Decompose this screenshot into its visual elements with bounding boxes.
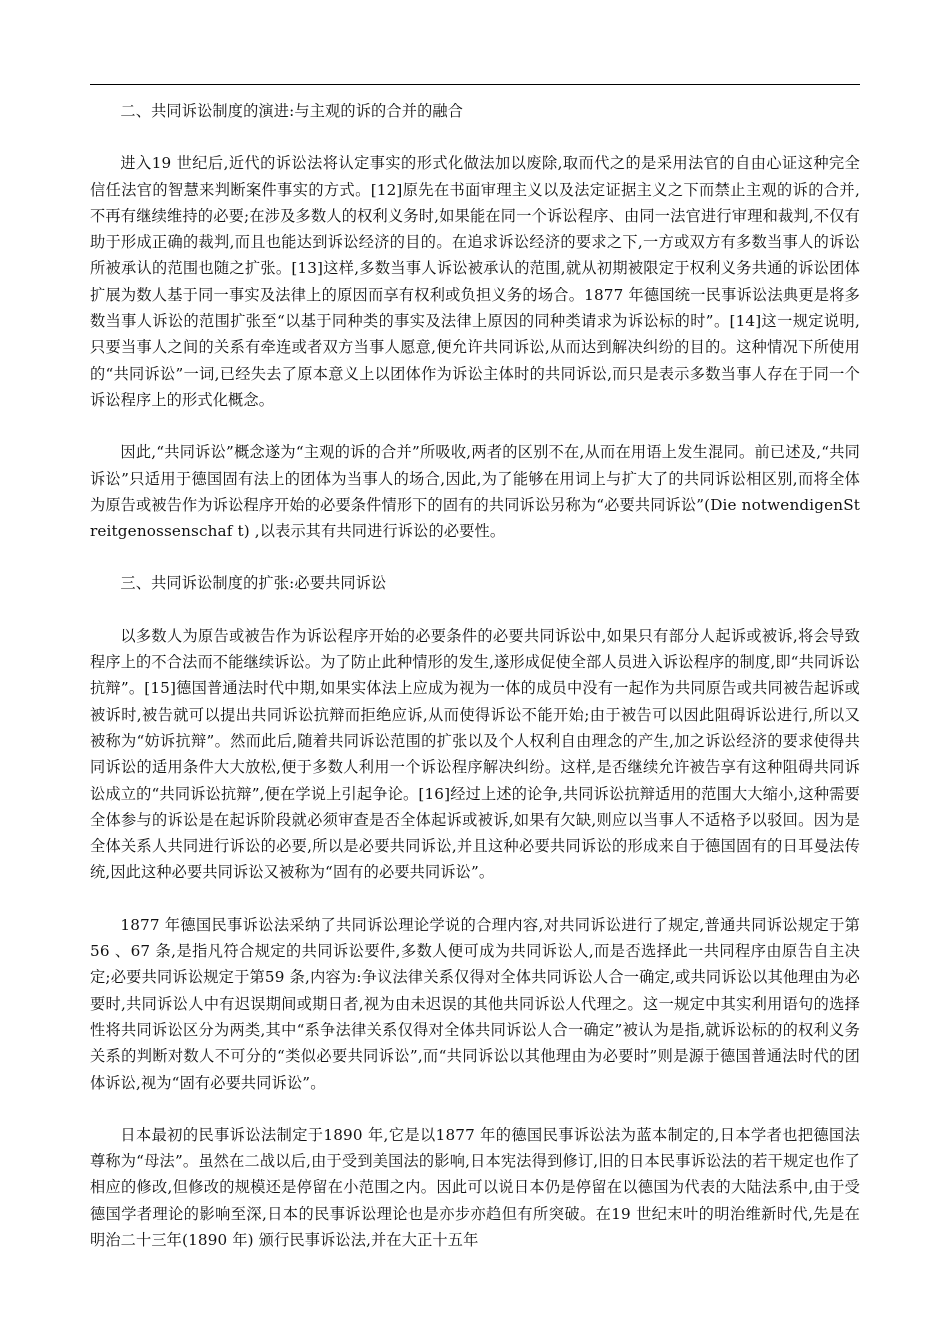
- section-heading-evolution: 二、共同诉讼制度的演进:与主观的诉的合并的融合: [120, 102, 464, 120]
- paragraph: 进入19 世纪后,近代的诉讼法将认定事实的形式化做法加以废除,取而代之的是采用法官的自由心证这种完全信任法官的智慧来判断案件事实的方式。[12]原先在书面审理主义以及法定证据主义之下而禁止主观的诉的合并,不再有继续维持的必要;在涉及多数人的权利义务时,如果能在同一个诉讼程序、由同一法官进行审理和裁判,不仅有助于形成正确的裁判,而且也能达到诉讼经济的目的。在追求诉讼经济的要求之下,一方或双方有多数当事人的诉讼所被承认的范围也随之扩张。[13]这样,多数当事人诉讼被承认的范围,就从初期被限定于权利义务共通的诉讼团体扩展为数人基于同一事实及法律上的原因而享有权利或负担义务的场合。1877 年德国统一民事诉讼法典更是将多数当事人诉讼的范围扩张至“以基于同种类的事实及法律上原因的同种类请求为诉讼标的时”。[14]这一规定说明,只要当事人之间的关系有牵连或者双方当事人愿意,便允许共同诉讼,从而达到解决纠纷的目的。这种情况下所使用的“共同诉讼”一词,已经失去了原本意义上以团体作为诉讼主体时的共同诉讼,而只是表示多数当事人存在于同一个诉讼程序上的形式化概念。: [90, 154, 860, 409]
- paragraph: 以多数人为原告或被告作为诉讼程序开始的必要条件的必要共同诉讼中,如果只有部分人起诉或被诉,将会导致程序上的不合法而不能继续诉讼。为了防止此种情形的发生,遂形成促使全部人员进入诉讼程序的制度,即“共同诉讼抗辩”。[15]德国普通法时代中期,如果实体法上应成为视为一体的成员中没有一起作为共同原告或共同被告起诉或被诉时,被告就可以提出共同诉讼抗辩而拒绝应诉,从而使得诉讼不能开始;由于被告可以因此阻碍诉讼进行,所以又被称为“妨诉抗辩”。然而此后,随着共同诉讼范围的扩张以及个人权利自由理念的产生,加之诉讼经济的要求使得共同诉讼的适用条件大大放松,便于多数人利用一个诉讼程序解决纠纷。这样,是否继续允许被告享有这种阻碍共同诉讼成立的“共同诉讼抗辩”,便在学说上引起争论。[16]经过上述的论争,共同诉讼抗辩适用的范围大大缩小,这种需要全体参与的诉讼是在起诉阶段就必须审查是否全体起诉或被诉,如果有欠缺,则应以当事人不适格予以驳回。因为是全体关系人共同进行诉讼的必要,所以是必要共同诉讼,并且这种必要共同诉讼的形成来自于德国固有的日耳曼法传统,因此这种必要共同诉讼又被称为“固有的必要共同诉讼”。: [90, 626, 860, 882]
- header-rule: [90, 84, 860, 85]
- section-heading-expansion: 三、共同诉讼制度的扩张:必要共同诉讼: [120, 574, 387, 593]
- paragraph: 日本最初的民事诉讼法制定于1890 年,它是以1877 年的德国民事诉讼法为蓝本制定的,日本学者也把德国法尊称为“母法”。虽然在二战以后,由于受到美国法的影响,日本宪法得到修订,旧的日本民事诉讼法的若干规定也作了相应的修改,但修改的规模还是停留在小范围之内。因此可以说日本仍是停留在以德国为代表的大陆法系中,由于受德国学者理论的影响至深,日本的民事诉讼理论也是亦步亦趋但有所突破。在19 世纪末叶的明治维新时代,先是在明治二十三年(1890 年) 颁行民事诉讼法,并在大正十五年: [90, 1125, 860, 1249]
- document-body: [90, 98, 860, 1279]
- paragraph: 1877 年德国民事诉讼法采纳了共同诉讼理论学说的合理内容,对共同诉讼进行了规定,普通共同诉讼规定于第56 、67 条,是指凡符合规定的共同诉讼要件,多数人便可成为共同诉讼人,而是否选择此一共同程序由原告自主决定;必要共同诉讼规定于第59 条,内容为:争议法律关系仅得对全体共同诉讼人合一确定,或共同诉讼以其他理由为必要时,共同诉讼人中有迟误期间或期日者,视为由未迟误的其他共同诉讼人代理之。这一规定中其实利用语句的选择性将共同诉讼区分为两类,其中“系争法律关系仅得对全体共同诉讼人合一确定”被认为是指,就诉讼标的的权利义务关系的判断对数人不可分的“类似必要共同诉讼”,而“共同诉讼以其他理由为必要时”则是源于德国普通法时代的团体诉讼,视为“固有必要共同诉讼”。: [90, 915, 860, 1092]
- paragraph: 因此,“共同诉讼”概念遂为“主观的诉的合并”所吸收,两者的区别不在,从而在用语上发生混同。前已述及,“共同诉讼”只适用于德国固有法上的团体为当事人的场合,因此,为了能够在用词上与扩大了的共同诉讼相区别,而将全体为原告或被告作为诉讼程序开始的必要条件情形下的固有的共同诉讼另称为“必要共同诉讼”(Die notwendigenSt reitgenossenschaf t) ,以表示其有共同进行诉讼的必要性。: [90, 443, 860, 541]
